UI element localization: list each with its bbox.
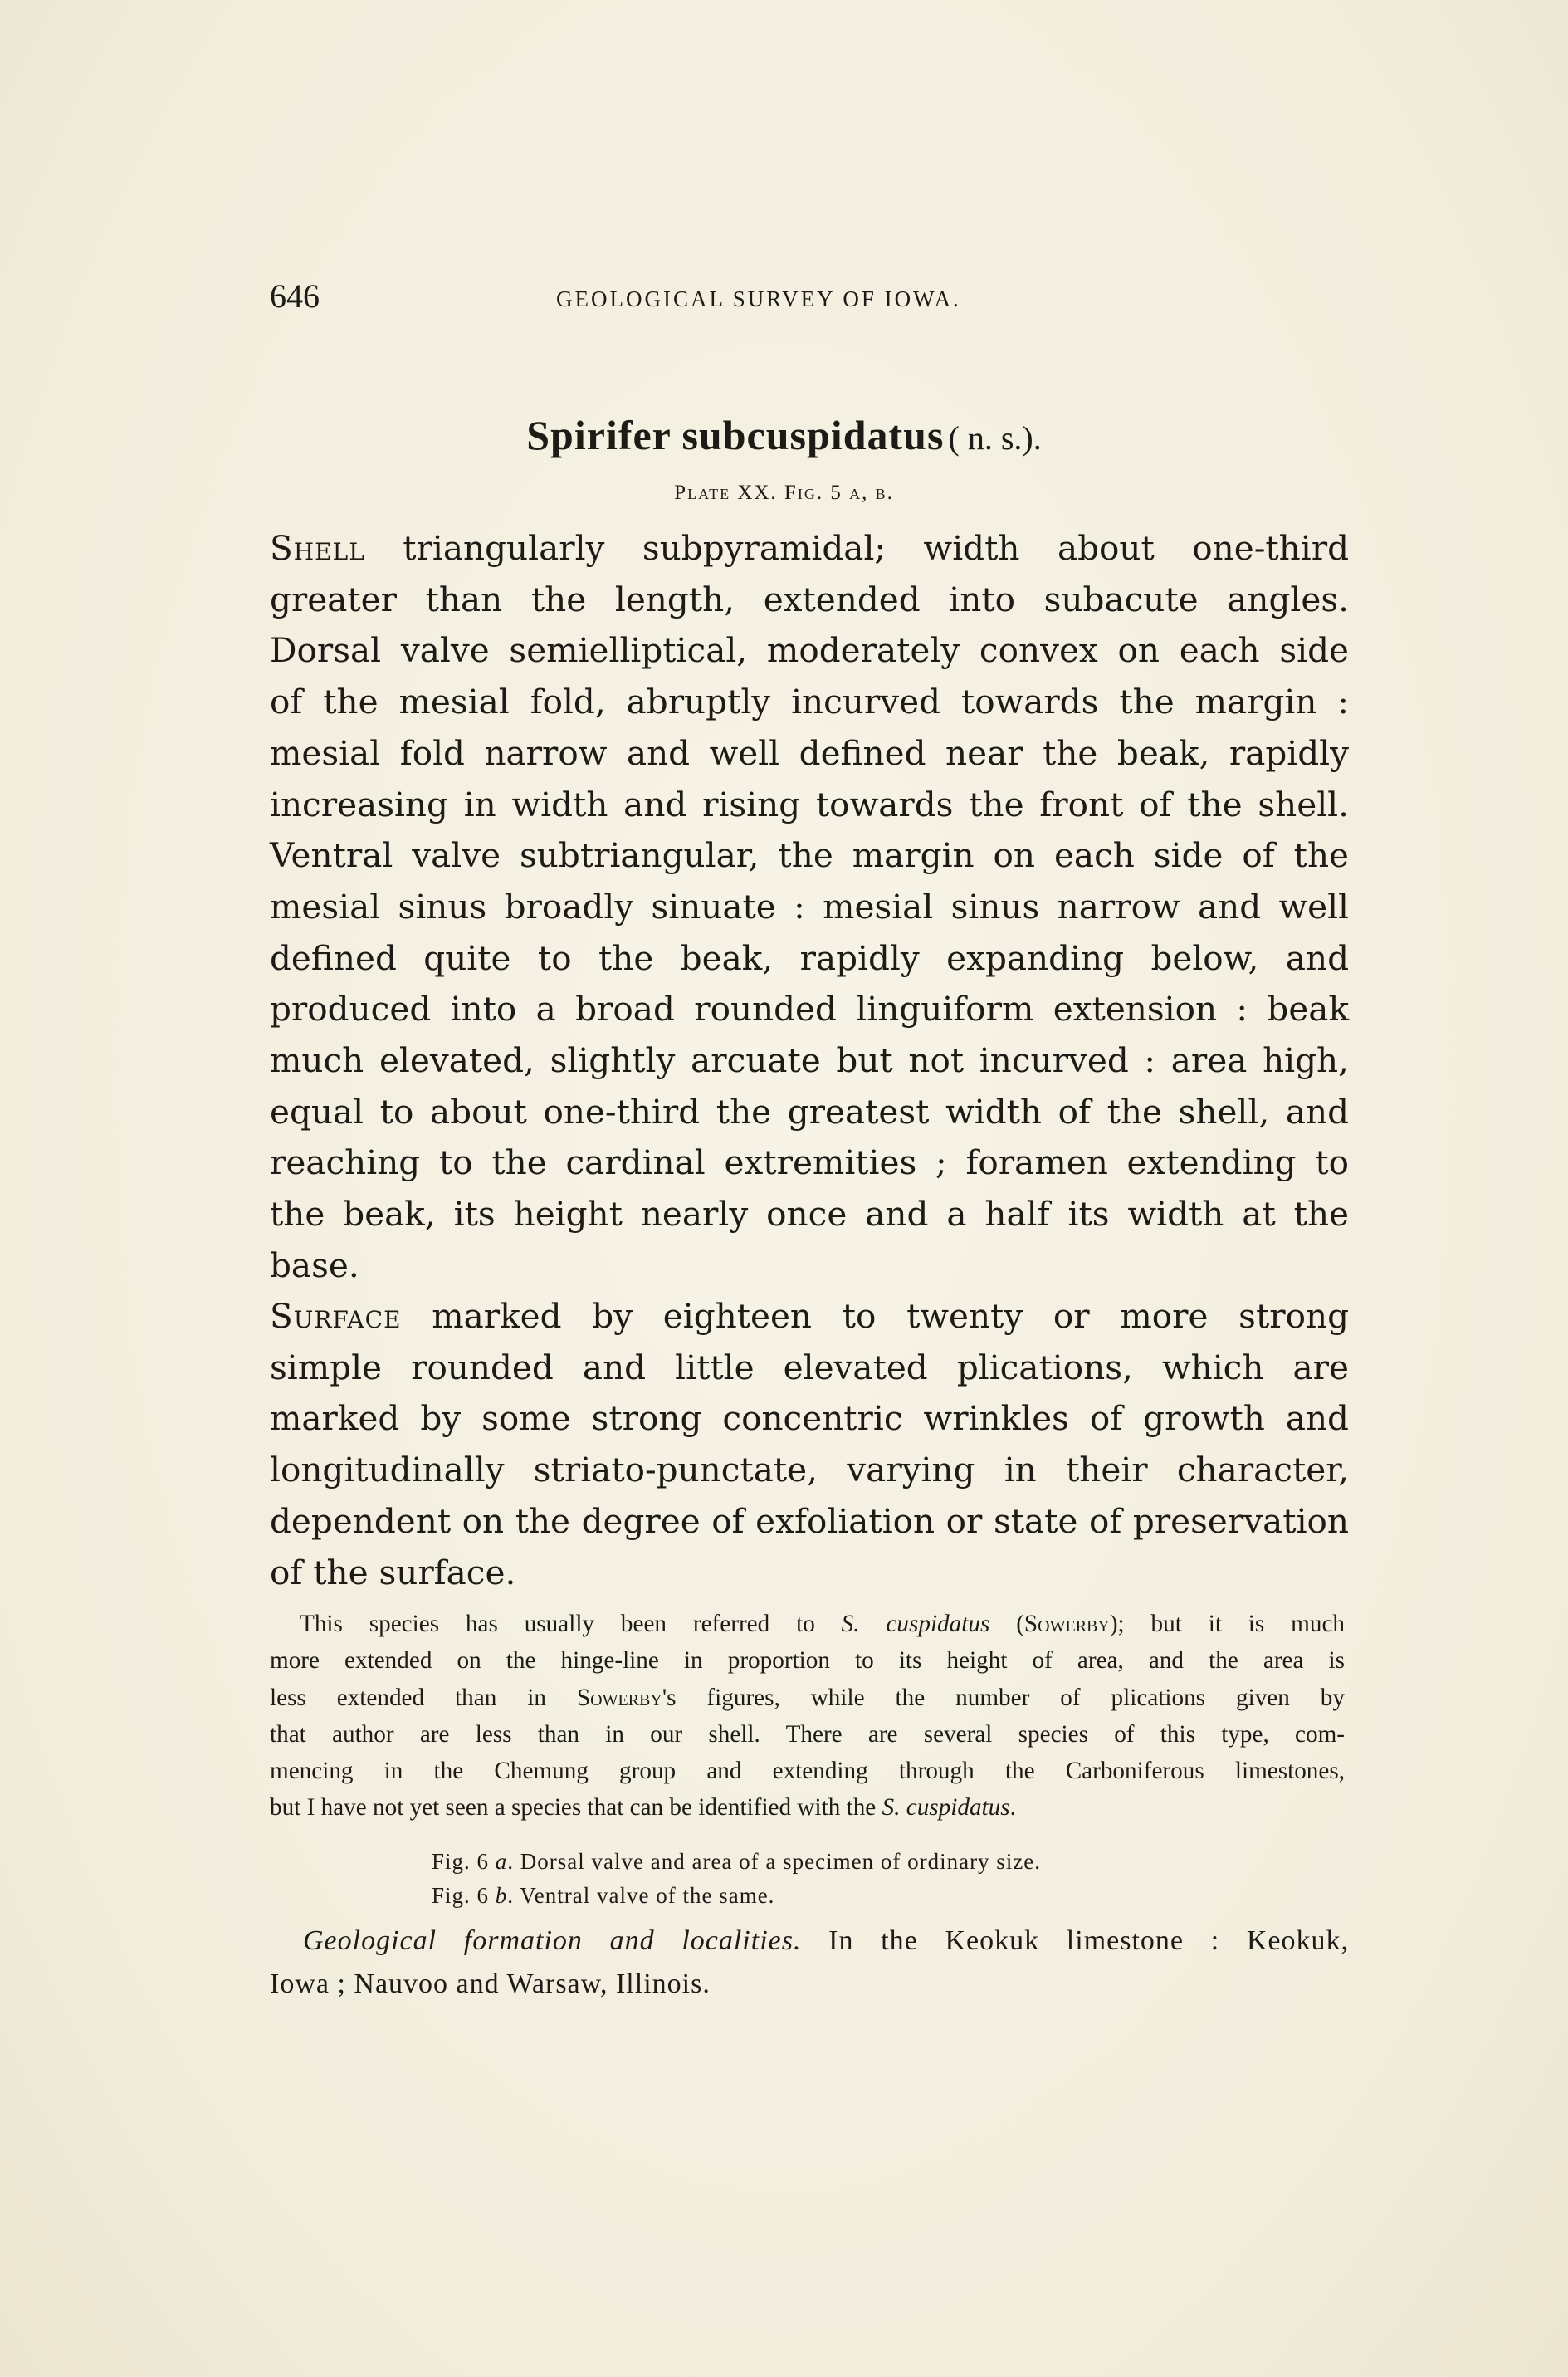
text-line: defined quite to the beak, rapidly expanding below, and <box>270 937 1349 978</box>
note-line: mencing in the Chemung group and extending through the Carboniferous limestones, <box>270 1758 1345 1785</box>
note-line: This species has usually been referred to S. cuspidatus (Sowerby); but it is much <box>300 1611 1345 1637</box>
plate-reference-text: Plate XX. Fig. 5 a, b. <box>674 482 894 504</box>
text-line: of the mesial fold, abruptly incurved towards the margin : <box>270 682 1349 722</box>
text-line: dependent on the degree of exfoliation or state of preservation <box>270 1500 1349 1541</box>
surface-description <box>270 1291 1349 1598</box>
text-line: Iowa ; Nauvoo and Warsaw, Illinois. <box>270 1969 711 1999</box>
species-note: ( n. s.). <box>948 419 1042 457</box>
page-header <box>270 276 1349 326</box>
text-line: Ventral valve subtriangular, the margin on each side of the <box>270 835 1349 876</box>
note-line: more extended on the hinge-line in proportion to its height of area, and the area is <box>270 1647 1345 1675</box>
text-line: the beak, its height nearly once and a half its width at the <box>270 1194 1349 1235</box>
remarks-note <box>270 1606 1345 1827</box>
text-line: Geological formation and localities. In the Keokuk limestone : Keokuk, <box>303 1925 1350 1956</box>
note-line: less extended than in Sowerby's figures, while the number of plications given by <box>270 1684 1345 1711</box>
text-line: much elevated, slightly arcuate but not incurved : area high, <box>270 1040 1349 1081</box>
text-line: equal to about one-third the greatest width of the shell, and <box>270 1091 1349 1132</box>
text-line: mesial fold narrow and well defined near the beak, rapidly <box>270 732 1349 773</box>
note-line: but I have not yet seen a species that can be identified with the S. cuspidatus. <box>270 1794 1016 1822</box>
text-line: reaching to the cardinal extremities ; foramen extending to <box>270 1142 1349 1183</box>
shell-description <box>270 523 1349 1292</box>
species-name: Spirifer subcuspidatus <box>526 412 945 458</box>
text-line: mesial sinus broadly sinuate : mesial sinus narrow and well <box>270 886 1349 927</box>
running-head: GEOLOGICAL SURVEY OF IOWA. <box>556 286 961 311</box>
text-line: Surface marked by eighteen to twenty or more strong <box>270 1296 1349 1336</box>
shell-lead: Shell <box>270 528 365 568</box>
text-line: simple rounded and little elevated plications, which are <box>270 1347 1349 1387</box>
text-line: increasing in width and rising towards the front of the shell. <box>270 784 1349 824</box>
text-line: marked by some strong concentric wrinkles of growth and <box>270 1398 1349 1439</box>
text-line: of the surface. <box>270 1552 516 1592</box>
plate-reference <box>0 482 1568 505</box>
page-number: 646 <box>270 277 320 315</box>
text-line: base. <box>270 1245 359 1285</box>
figure-captions <box>432 1845 1041 1913</box>
localities-paragraph <box>270 1920 1349 2006</box>
species-title <box>0 411 1568 459</box>
note-line: that author are less than in our shell. There are several species of this type, com- <box>270 1720 1345 1748</box>
figure-caption: Fig. 6 a. Dorsal valve and area of a specimen of ordinary size. <box>432 1849 1042 1874</box>
text-line: greater than the length, extended into subacute angles. <box>270 579 1349 619</box>
surface-lead: Surface <box>270 1296 402 1336</box>
text-line: produced into a broad rounded linguiform extension : beak <box>270 989 1349 1030</box>
text-line: longitudinally striato-punctate, varying in their character, <box>270 1450 1349 1490</box>
text-line: Dorsal valve semielliptical, moderately convex on each side <box>270 630 1349 671</box>
localities-label: Geological formation and localities. <box>303 1925 802 1956</box>
figure-caption: Fig. 6 b. Ventral valve of the same. <box>432 1883 775 1908</box>
text-line: Shell triangularly subpyramidal; width about one-third <box>270 528 1349 568</box>
